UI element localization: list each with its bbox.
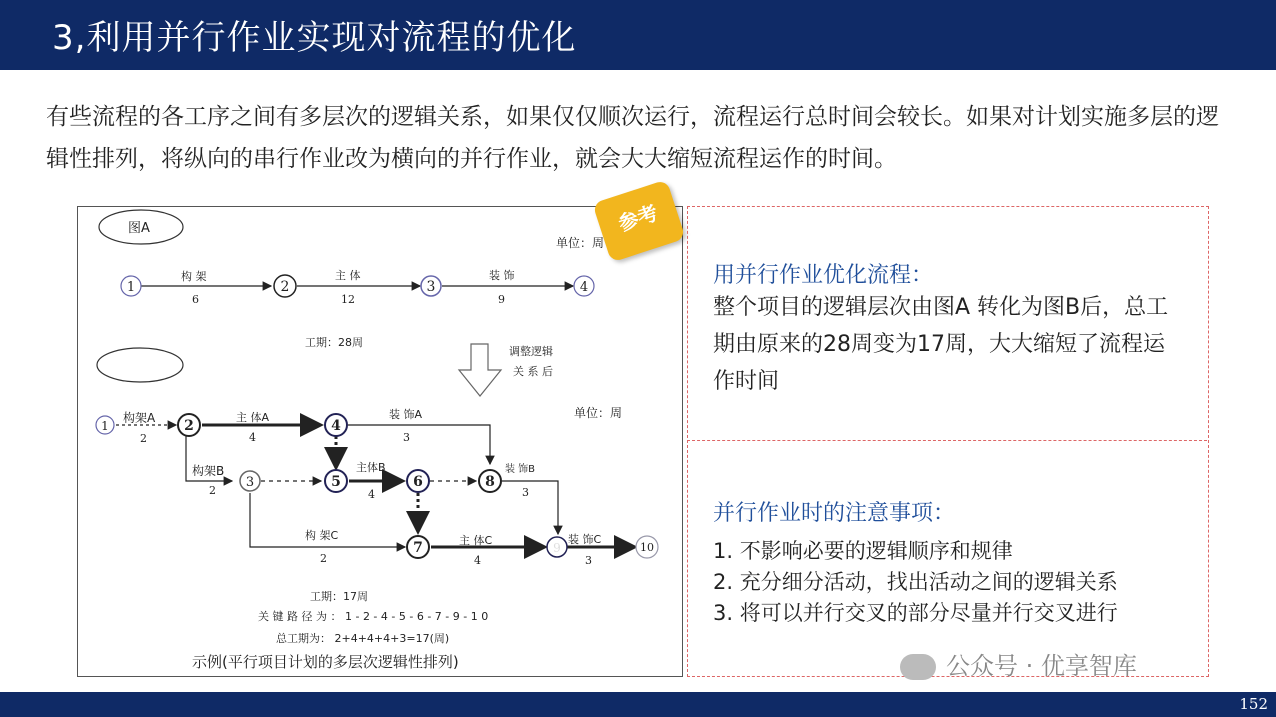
node-a-3-label: 3: [426, 279, 436, 295]
diagram-caption: 示例(平行项目计划的多层次逻辑性排列): [192, 653, 459, 671]
node-b-3-label: 3: [245, 475, 255, 490]
network-diagram: [78, 207, 682, 676]
watermark: [900, 646, 1137, 681]
fig-b-oval: [97, 348, 183, 382]
watermark-text: 公众号 · 优享智库: [946, 652, 1137, 680]
diagram-frame: [77, 206, 683, 677]
task-b-frame-c-duration: 2: [320, 552, 327, 565]
task-a-frame: 构 架: [181, 270, 207, 283]
task-a-decor-duration: 9: [498, 293, 505, 306]
task-b-frame-c: 构 架C: [305, 529, 339, 542]
page-title: 3,利用并行作业实现对流程的优化: [52, 18, 577, 58]
list-item: 2. 充分细分活动，找出活动之间的逻辑关系: [713, 570, 1118, 594]
fig-a-duration: 工期：28周: [305, 336, 363, 349]
node-b-8-label: 8: [485, 474, 495, 490]
panel-heading-notes: 并行作业时的注意事项：: [713, 501, 956, 526]
panel-divider: [687, 440, 1207, 441]
task-b-body-c-duration: 4: [474, 554, 481, 567]
node-b-5-label: 5: [331, 474, 341, 490]
panel-heading-optimize: 用并行作业优化流程：: [713, 263, 934, 288]
header-bar: [0, 0, 1276, 70]
task-b-decor-c-duration: 3: [585, 554, 592, 567]
task-b-frame-a-duration: 2: [140, 432, 147, 445]
node-b-10-label: 10: [640, 541, 654, 554]
wechat-icon: [900, 654, 936, 680]
stamp-label: 参考: [615, 200, 661, 236]
task-b-body-c: 主 体C: [459, 534, 493, 547]
task-b-body-b: 主体B: [356, 461, 386, 474]
list-item: 1. 不影响必要的逻辑顺序和规律: [713, 539, 1013, 563]
list-item: 3. 将可以并行交叉的部分尽量并行交叉进行: [713, 601, 1118, 625]
task-b-decor-a-duration: 3: [403, 431, 410, 444]
fig-b-duration: 工期：17周: [310, 590, 368, 603]
down-arrow-icon: [459, 344, 501, 396]
node-b-4-label: 4: [331, 418, 341, 434]
task-b-decor-b: 装 饰B: [505, 464, 536, 475]
task-a-body-duration: 12: [341, 293, 355, 306]
notes-list: [713, 536, 1118, 629]
page-number: 152: [1239, 695, 1268, 713]
task-a-decor: 装 饰: [489, 269, 515, 282]
adjust-label-2: 关 系 后: [513, 365, 553, 378]
task-a-body: 主 体: [335, 269, 361, 282]
total-duration: 总工期为： 2+4+4+4+3=17(周): [276, 632, 450, 645]
task-b-frame-b: 构架B: [192, 464, 225, 478]
node-a-4-label: 4: [579, 280, 589, 295]
unit-label-b: 单位：周: [574, 406, 623, 420]
node-b-9-label: 9: [553, 541, 561, 555]
task-b-body-a: 主 体A: [236, 411, 270, 424]
task-b-decor-a: 装 饰A: [389, 408, 423, 421]
edge-b-4-8: [348, 425, 490, 464]
task-b-decor-c: 装 饰C: [568, 533, 602, 546]
node-b-7-label: 7: [413, 540, 423, 556]
fig-a-label: 图A: [128, 221, 150, 236]
edge-b-8-9: [502, 481, 558, 534]
task-b-body-a-duration: 4: [249, 431, 256, 444]
node-b-2-label: 2: [184, 418, 194, 434]
adjust-label-1: 调整逻辑: [509, 345, 553, 358]
task-b-frame-a: 构架A: [123, 411, 156, 425]
panel-text-optimize: 整个项目的逻辑层次由图A 转化为图B后，总工期由原来的28周变为17周，大大缩短了流程运作时间: [713, 295, 1169, 394]
node-b-1-label: 1: [101, 419, 109, 433]
node-b-6-label: 6: [413, 474, 423, 490]
critical-path: 关 键 路 径 为 ： 1 - 2 - 4 - 5 - 6 - 7 - 9 - 1 0: [258, 610, 489, 623]
task-b-frame-b-duration: 2: [209, 484, 216, 497]
task-b-decor-b-duration: 3: [522, 486, 529, 499]
node-a-2-label: 2: [280, 279, 290, 295]
task-b-body-b-duration: 4: [368, 488, 375, 501]
node-a-1-label: 1: [126, 280, 136, 295]
footer-bar: [0, 692, 1276, 717]
intro-paragraph: 有些流程的各工序之间有多层次的逻辑关系，如果仅仅顺次运行，流程运行总时间会较长。如果对计划实施多层的逻辑性排列，将纵向的串行作业改为横向的并行作业，就会大大缩短流程运作的时间。: [46, 104, 1219, 172]
task-a-frame-duration: 6: [192, 293, 199, 306]
unit-label-a: 单位：周: [556, 236, 605, 250]
